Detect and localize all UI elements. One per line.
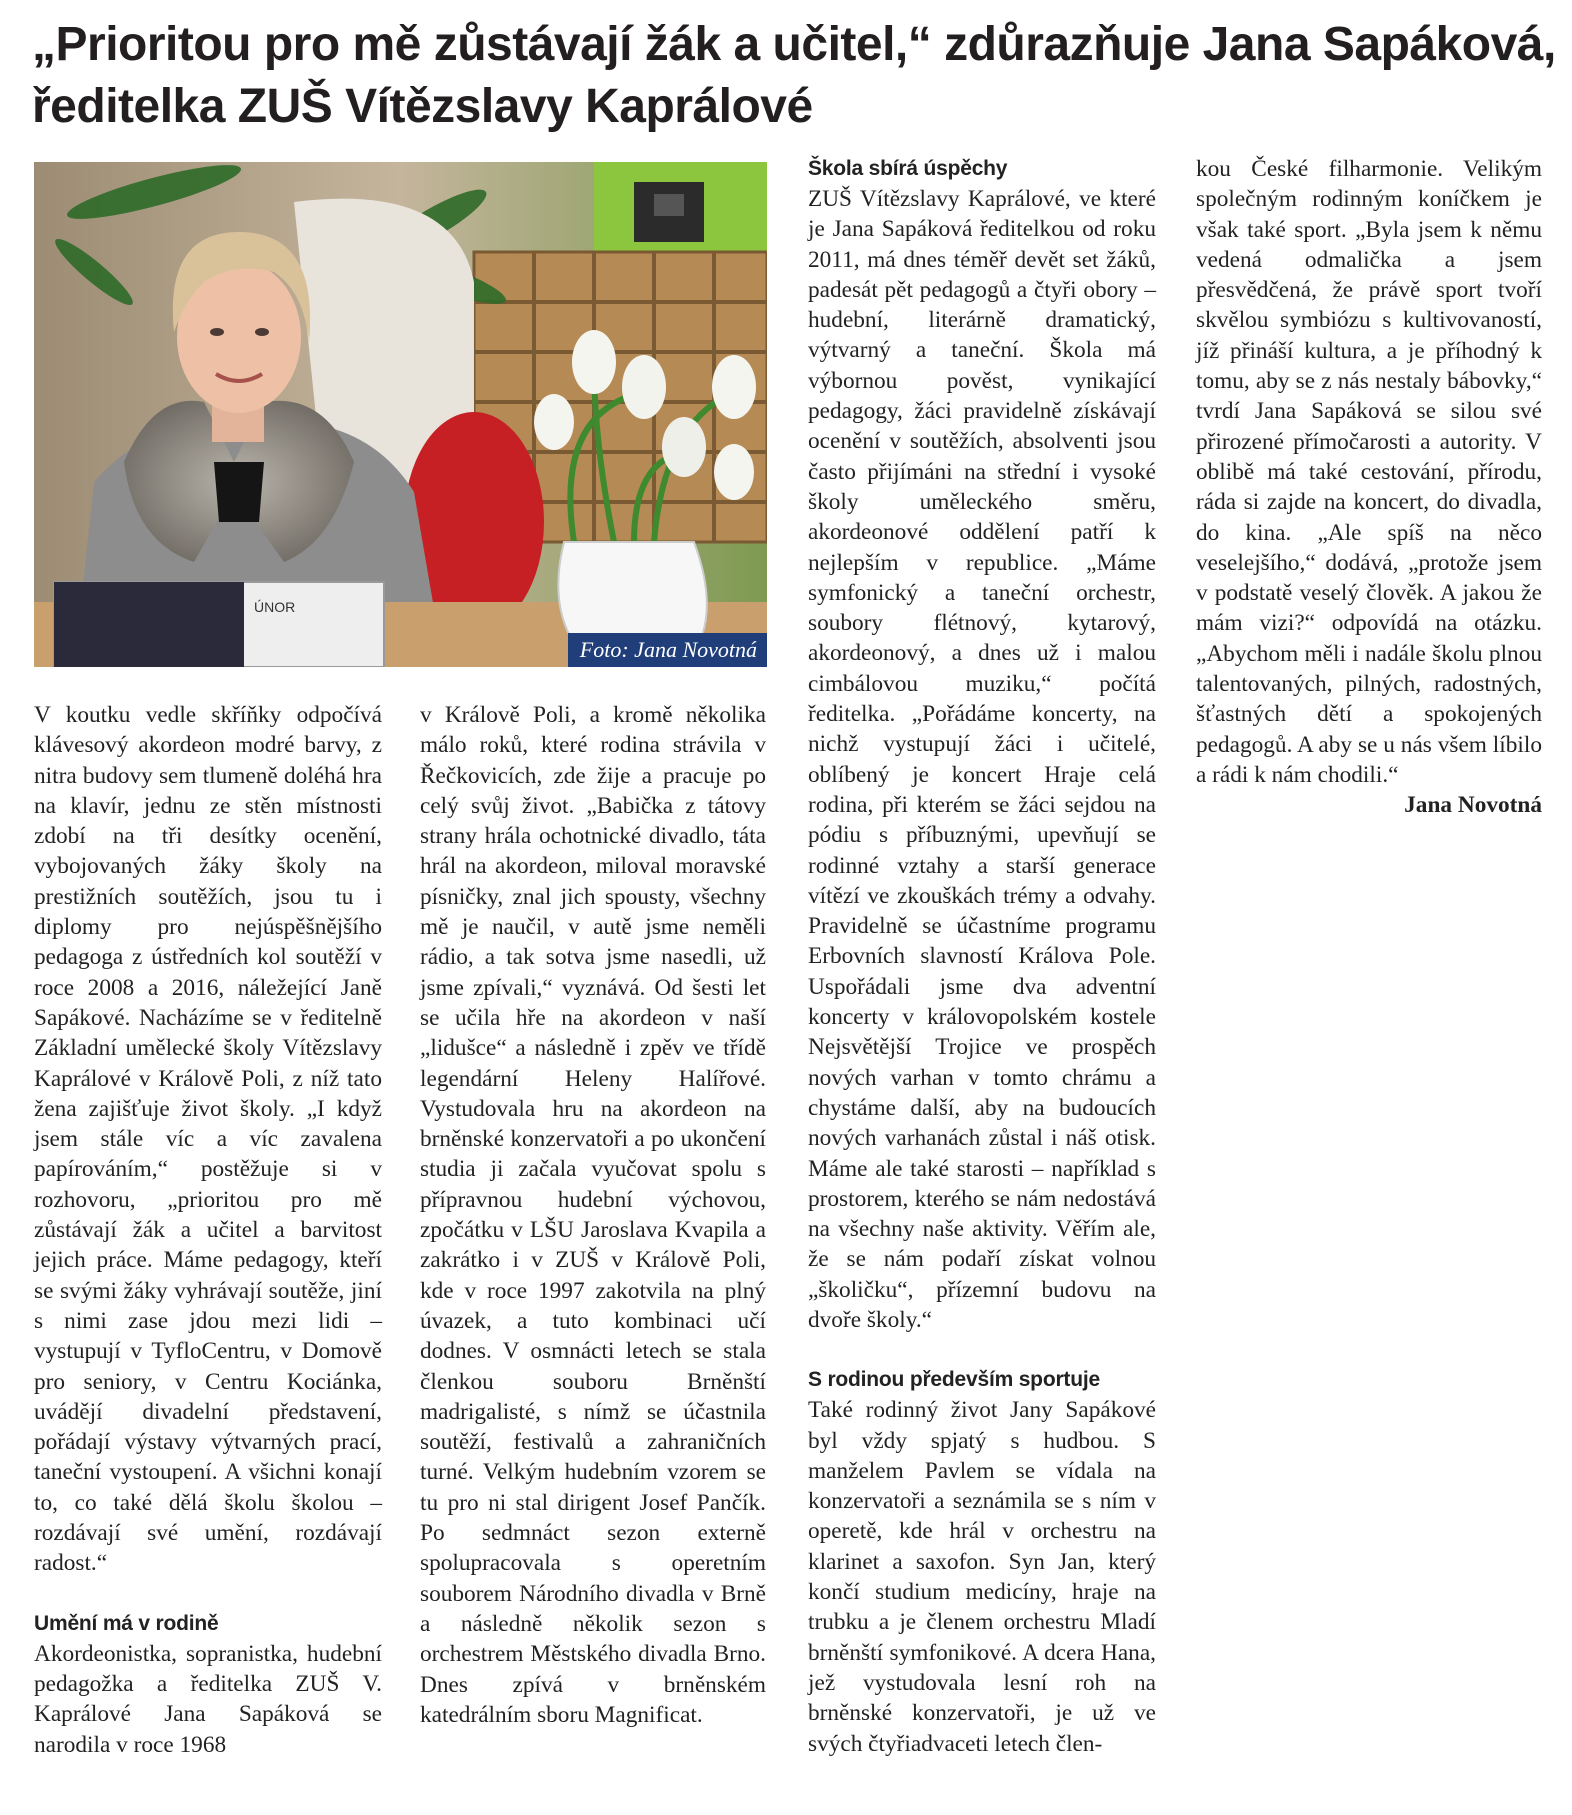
column-1-paragraph-1: V koutku vedle skříňky odpočívá klávesový akordeon modré barvy, z nitra budovy sem tlumeně doléhá hra na klavír, jednu ze stěn místnosti zdobí na tři desítky ocenění, vybojovaných žáky školy na prestižních soutěžích, jsou tu i diplomy pro nejúspěšnějšího pedagoga z ústředních kol soutěží v roce 2008 a 2016, náležející Janě Sapákové. Nacházíme se v ředitelně Základní umělecké školy Vítězslavy Kaprálové v Králově Poli, z níž tato žena zajišťuje život školy. „I když jsem stále víc a víc zavalena papírováním,“ postěžuje si v rozhovoru, „prioritou pro mě zůstávají žák a učitel a barvitost jejich práce. Máme pedagogy, kteří se svými žáky vyhrávají soutěže, jiní s nimi zase jdou mezi lidi – vystupují v TyfloCentru, v Domově pro seniory, v Centru Kociánka, uvádějí divadelní představení, pořádají výstavy výtvarných prací, taneční vystoupení. A všichni konají to, co také dělá školu školou – rozdávají své umění, rozdávají radost.“: [34, 702, 382, 1577]
column-1-paragraph-2: Akordeonistka, sopranistka, hudební pedagožka a ředitelka ZUŠ V. Kaprálové Jana Sapáková se narodila v roce 1968: [34, 1640, 382, 1758]
article-column-3: [808, 154, 1156, 1759]
article-column-4: [1196, 154, 1542, 821]
portrait-photo: [34, 162, 767, 667]
photo-illustration: [34, 162, 767, 667]
column-3-paragraph-2: Také rodinný život Jany Sapákové byl vždy spjatý s hudbou. S manželem Pavlem se vídala na konzervatoři a seznámila se s ním v operetě, kde hrál v orchestru na klarinet a saxofon. Syn Jan, který končí studium medicíny, hraje na trubku a je členem orchestru Mladí brněnští symfonikové. A dcera Hana, jež vystudovala lesní roh na brněnské konzervatoři, je už ve svých čtyřiadvaceti letech člen-: [808, 1397, 1156, 1757]
column-3-paragraph-1: ZUŠ Vítězslavy Kaprálové, ve které je Jana Sapáková ředitelkou od roku 2011, má dnes téměř devět set žáků, padesát pět pedagogů a čtyři obory – hudební, literárně dramatický, výtvarný a taneční. Škola má výbornou pověst, vynikající pedagogy, žáci pravidelně získávají ocenění v soutěžích, absolventi jsou často přijímáni na střední i vysoké školy uměleckého směru, akordeonové oddělení patří k nejlepším v republice. „Máme symfonický a taneční orchestr, soubory flétnový, kytarový, akordeonový, a dnes už i malou cimbálovou muziku,“ počítá ředitelka. „Pořádáme koncerty, na nichž vystupují žáci i učitelé, oblíbený je koncert Hraje celá rodina, při kterém se žáci sejdou na pódiu s příbuznými, upevňují se rodinné vztahy a starší generace vítězí ve zkouškách trémy a odvahy. Pravidelně se účastníme programu Erbovních slavností Králova Pole. Uspořádali jsme dva adventní koncerty v královopolském kostele Nejsvětější Trojice ve prospěch nových varhan v tomto chrámu a chystáme další, aby na budoucích nových varhanách zůstal i náš otisk. Máme ale také starosti – například s prostorem, kterého se nám nedostává na všechny naše aktivity. Věřím ale, že se nám podaří získat volnou „školičku“, přízemní budovu na dvoře školy.“: [808, 186, 1156, 1333]
calendar-label: ÚNOR: [254, 599, 296, 615]
headline-line-2: ředitelka ZUŠ Vítězslavy Kaprálové: [32, 80, 813, 133]
subheading-rodina: S rodinou především sportuje: [808, 1368, 1100, 1392]
article-column-1: [34, 700, 382, 1760]
headline-line-1: „Prioritou pro mě zůstávají žák a učitel,“ zdůrazňuje Jana Sapáková,: [32, 18, 1556, 71]
author-byline: Jana Novotná: [1404, 792, 1542, 819]
article-headline: [32, 14, 1556, 138]
subheading-skola: Škola sbírá úspěchy: [808, 157, 1008, 180]
column-2-paragraph-1: v Králově Poli, a kromě několika málo roků, které rodina strávila v Řečkovicích, zde žije a pracuje po celý svůj život. „Babička z tátovy strany hrála ochotnické divadlo, táta hrál na akordeon, miloval moravské písničky, znal jich spousty, všechny mě je naučil, v autě jsme neměli rádio, a tak sotva jsme nasedli, už jsme zpívali,“ vyznává. Od šesti let se učila hře na akordeon v naší „lidušce“ a následně i zpěv ve třídě legendární Heleny Halířové. Vystudovala hru na akordeon na brněnské konzervatoři a po ukončení studia ji začala vyučovat spolu s přípravnou hudební výchovou, zpočátku v LŠU Jaroslava Kvapila a zakrátko i v ZUŠ v Králově Poli, kde v roce 1997 zakotvila na plný úvazek, a tuto kombinaci učí dodnes. V osmnácti letech se stala členkou souboru Brněnští madrigalisté, s nímž se účastnila soutěží, festivalů a zahraničních turné. Velkým hudebním vzorem se tu pro ni stal dirigent Josef Pančík. Po sedmnáct sezon externě spolupracovala s operetním souborem Národního divadla v Brně a následně několik sezon s orchestrem Městského divadla Brno. Dnes zpívá v brněnském katedrálním sboru Magnificat.: [420, 702, 766, 1728]
article-column-2: [420, 700, 766, 1730]
column-4-paragraph-1: kou České filharmonie. Velikým společným rodinným koníčkem je však také sport. „Byla jsem k němu vedená odmalička a jsem přesvědčená, že právě sport tvoří skvělou symbiózu s kultivovaností, jíž přináší kultura, a je příhodný k tomu, aby se z nás nestaly bábovky,“ tvrdí Jana Sapáková se silou své přirozené přímočarosti a autority. V oblibě má také cestování, přírodu, ráda si zajde na koncert, do divadla, do kina. „Ale spíš na něco veselejšího,“ dodává, „protože jsem v podstatě veselý člověk. A jakou že mám vizi?“ odpovídá na otázku. „Abychom měli i nadále školu plnou talentovaných, pilných, radostných, šťastných dětí a spokojených pedagogů. A aby se u nás všem líbilo a rádi k nám chodili.“: [1196, 156, 1542, 788]
photo-credit: Foto: Jana Novotná: [568, 633, 767, 667]
subheading-umeni: Umění má v rodině: [34, 1611, 219, 1635]
